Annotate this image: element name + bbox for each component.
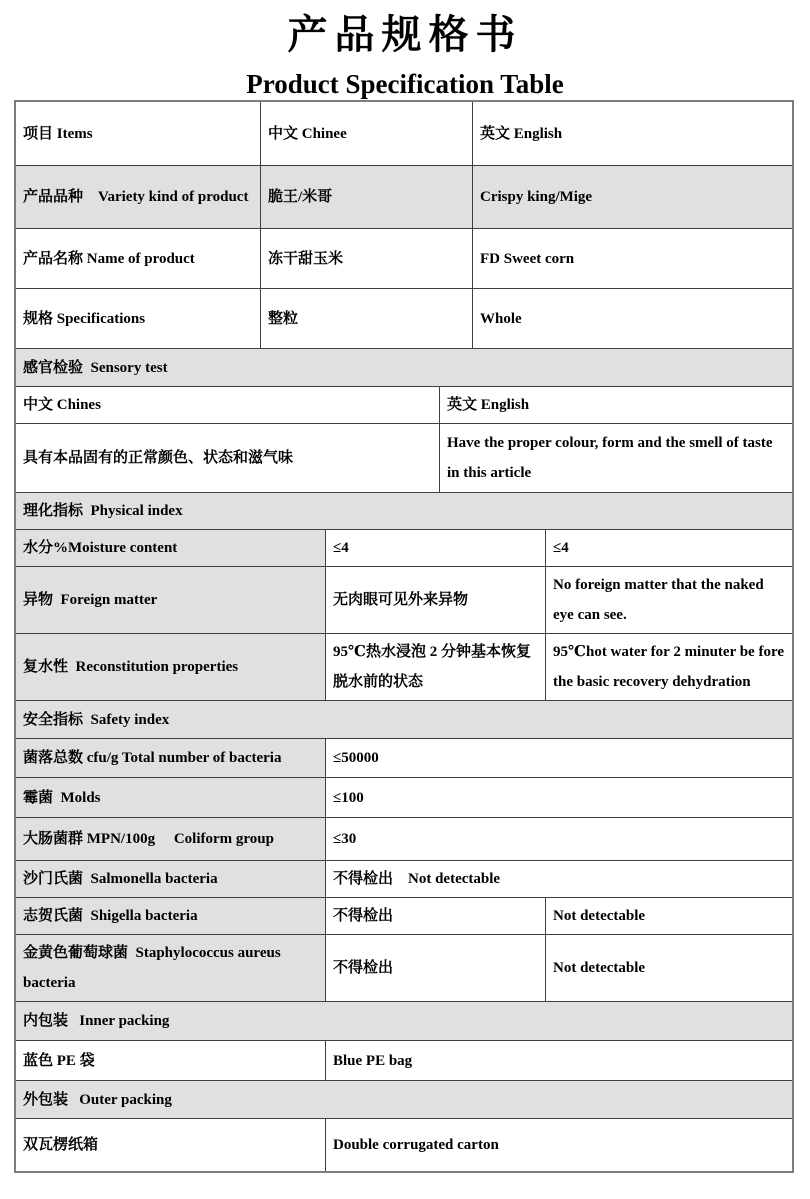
- row-coliform-group-text-1: ≤30: [333, 831, 357, 847]
- row-total-bacteria-cell-1: [325, 739, 792, 777]
- row-product-name-text-0: 产品名称 Name of product: [23, 250, 195, 267]
- row-language-header-cell-0: [16, 387, 439, 423]
- section-sensory-test-text-0: 感官检验 Sensory test: [23, 359, 168, 376]
- section-inner-packing-cell-0: [16, 1002, 792, 1040]
- row-staphylococcus: [16, 934, 792, 1001]
- row-foreign-matter: [16, 566, 792, 633]
- row-foreign-matter-cell-1: [325, 567, 545, 633]
- row-moisture: [16, 529, 792, 566]
- section-inner-packing-text-0: 内包装 Inner packing: [23, 1013, 170, 1029]
- section-sensory-test-cell-0: [16, 349, 792, 386]
- row-inner-packing-cell-0: [16, 1041, 325, 1080]
- row-molds-text-1: ≤100: [333, 789, 364, 806]
- row-shigella-cell-0: [16, 898, 325, 934]
- row-sensory-description-cell-0: [16, 424, 439, 492]
- row-staphylococcus-text-0: 金黄色葡萄球菌 Staphylococcus aureus bacteria: [23, 945, 285, 991]
- section-safety-index-text-0: 安全指标 Safety index: [23, 711, 170, 728]
- row-moisture-cell-2: [545, 530, 792, 566]
- row-reconstitution-text-2: 95℃hot water for 2 minuter be fore the basic recovery dehydration: [553, 644, 788, 690]
- row-staphylococcus-text-2: Not detectable: [553, 960, 646, 976]
- row-reconstitution-cell-0: [16, 634, 325, 700]
- row-shigella-cell-1: [325, 898, 545, 934]
- row-sensory-description-cell-1: [439, 424, 792, 492]
- row-variety-text-2: Crispy king/Mige: [480, 189, 593, 205]
- row-items-header-cell-2: [472, 102, 792, 165]
- row-outer-packing: [16, 1118, 792, 1171]
- row-specifications-cell-2: [472, 289, 792, 348]
- row-molds-cell-0: [16, 778, 325, 817]
- row-variety-text-0: 产品品种 Variety kind of product: [23, 189, 249, 205]
- row-salmonella-cell-0: [16, 861, 325, 897]
- row-product-name: [16, 228, 792, 288]
- row-coliform-group-cell-1: [325, 818, 792, 860]
- row-reconstitution-text-0: 复水性 Reconstitution properties: [23, 659, 239, 675]
- section-outer-packing: [16, 1080, 792, 1118]
- row-variety: [16, 165, 792, 228]
- row-specifications-text-2: Whole: [480, 310, 522, 327]
- row-moisture-text-2: ≤4: [553, 540, 569, 556]
- row-items-header-cell-1: [260, 102, 472, 165]
- row-language-header-text-0: 中文 Chines: [23, 397, 101, 413]
- row-moisture-cell-1: [325, 530, 545, 566]
- row-reconstitution: [16, 633, 792, 700]
- row-language-header-cell-1: [439, 387, 792, 423]
- row-product-name-cell-2: [472, 229, 792, 288]
- row-molds-cell-1: [325, 778, 792, 817]
- row-coliform-group: [16, 817, 792, 860]
- row-salmonella-text-0: 沙门氏菌 Salmonella bacteria: [23, 871, 218, 887]
- row-sensory-description: [16, 423, 792, 492]
- row-total-bacteria-cell-0: [16, 739, 325, 777]
- row-staphylococcus-text-1: 不得检出: [333, 960, 394, 976]
- row-items-header-text-2: 英文 English: [480, 125, 563, 142]
- row-staphylococcus-cell-2: [545, 935, 792, 1001]
- row-molds: [16, 777, 792, 817]
- row-outer-packing-cell-0: [16, 1119, 325, 1171]
- row-foreign-matter-text-0: 异物 Foreign matter: [23, 592, 158, 608]
- row-inner-packing-text-1: Blue PE bag: [333, 1052, 413, 1069]
- row-product-name-cell-0: [16, 229, 260, 288]
- page-title-chinese: 产品规格书: [287, 12, 523, 57]
- row-specifications-cell-1: [260, 289, 472, 348]
- section-physical-index-text-0: 理化指标 Physical index: [23, 503, 183, 519]
- row-shigella-text-2: Not detectable: [553, 908, 646, 924]
- row-product-name-cell-1: [260, 229, 472, 288]
- row-reconstitution-text-1: 95℃热水浸泡 2 分钟基本恢复脱水前的状态: [333, 644, 531, 690]
- row-items-header-cell-0: [16, 102, 260, 165]
- row-inner-packing-text-0: 蓝色 PE 袋: [23, 1052, 95, 1069]
- row-total-bacteria: [16, 738, 792, 777]
- section-inner-packing: [16, 1001, 792, 1040]
- row-moisture-text-1: ≤4: [333, 540, 349, 556]
- row-outer-packing-text-1: Double corrugated carton: [333, 1137, 499, 1153]
- row-coliform-group-cell-0: [16, 818, 325, 860]
- section-safety-index: [16, 700, 792, 738]
- section-safety-index-cell-0: [16, 701, 792, 738]
- row-items-header-text-1: 中文 Chinee: [268, 125, 347, 142]
- row-staphylococcus-cell-0: [16, 935, 325, 1001]
- page-title-english: Product Specification Table: [246, 69, 564, 99]
- row-foreign-matter-text-1: 无肉眼可见外来异物: [333, 592, 469, 608]
- row-total-bacteria-text-0: 菌落总数 cfu/g Total number of bacteria: [23, 750, 282, 766]
- row-language-header: [16, 386, 792, 423]
- row-reconstitution-cell-1: [325, 634, 545, 700]
- row-variety-cell-1: [260, 166, 472, 228]
- row-variety-cell-2: [472, 166, 792, 228]
- row-shigella-cell-2: [545, 898, 792, 934]
- row-variety-cell-0: [16, 166, 260, 228]
- row-staphylococcus-cell-1: [325, 935, 545, 1001]
- row-total-bacteria-text-1: ≤50000: [333, 750, 379, 766]
- row-specifications-text-1: 整粒: [268, 310, 299, 327]
- row-inner-packing: [16, 1040, 792, 1080]
- row-outer-packing-cell-1: [325, 1119, 792, 1171]
- row-shigella: [16, 897, 792, 934]
- row-salmonella: [16, 860, 792, 897]
- row-specifications-text-0: 规格 Specifications: [23, 310, 146, 327]
- row-shigella-text-1: 不得检出: [333, 908, 394, 924]
- section-physical-index: [16, 492, 792, 529]
- row-language-header-text-1: 英文 English: [447, 397, 530, 413]
- row-sensory-description-text-1: Have the proper colour, form and the smell of taste in this article: [447, 435, 777, 481]
- row-moisture-cell-0: [16, 530, 325, 566]
- row-moisture-text-0: 水分%Moisture content: [23, 540, 178, 556]
- row-salmonella-cell-1: [325, 861, 792, 897]
- row-foreign-matter-cell-2: [545, 567, 792, 633]
- row-coliform-group-text-0: 大肠菌群 MPN/100g Coliform group: [23, 831, 274, 847]
- row-sensory-description-text-0: 具有本品固有的正常颜色、状态和滋气味: [23, 450, 294, 466]
- section-sensory-test: [16, 348, 792, 386]
- section-outer-packing-cell-0: [16, 1081, 792, 1118]
- row-specifications-cell-0: [16, 289, 260, 348]
- row-foreign-matter-cell-0: [16, 567, 325, 633]
- row-variety-text-1: 脆王/米哥: [268, 189, 333, 205]
- row-outer-packing-text-0: 双瓦楞纸箱: [23, 1137, 99, 1153]
- spec-table: [14, 100, 794, 1173]
- section-outer-packing-text-0: 外包装 Outer packing: [23, 1091, 172, 1108]
- row-reconstitution-cell-2: [545, 634, 792, 700]
- row-items-header-text-0: 项目 Items: [23, 125, 93, 142]
- row-items-header: [16, 102, 792, 165]
- row-shigella-text-0: 志贺氏菌 Shigella bacteria: [23, 908, 198, 924]
- row-inner-packing-cell-1: [325, 1041, 792, 1080]
- row-product-name-text-1: 冻干甜玉米: [268, 250, 344, 267]
- row-foreign-matter-text-2: No foreign matter that the naked eye can see.: [553, 577, 768, 623]
- section-physical-index-cell-0: [16, 493, 792, 529]
- row-product-name-text-2: FD Sweet corn: [480, 250, 575, 267]
- row-molds-text-0: 霉菌 Molds: [23, 789, 101, 806]
- row-specifications: [16, 288, 792, 348]
- row-salmonella-text-1: 不得检出 Not detectable: [333, 871, 501, 887]
